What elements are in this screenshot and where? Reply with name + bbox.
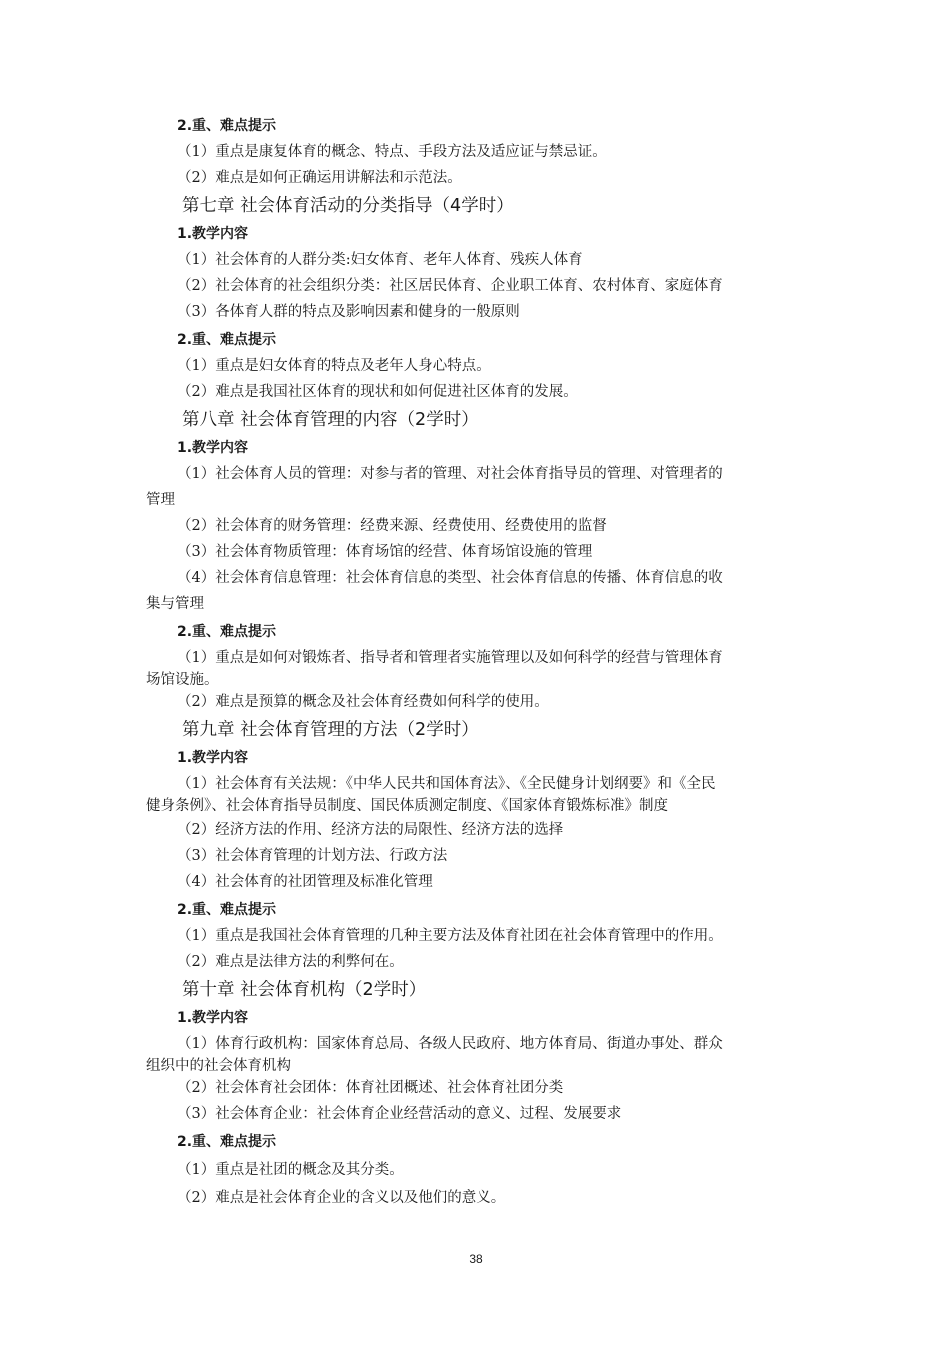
list-item: （4）社会体育信息管理：社会体育信息的类型、社会体育信息的传播、体育信息的收 <box>177 570 723 586</box>
page-number: 38 <box>469 1252 483 1266</box>
list-item: （2）难点是社会体育企业的含义以及他们的意义。 <box>177 1190 506 1206</box>
list-item-continuation: 场馆设施。 <box>146 672 219 688</box>
list-item: （1）重点是如何对锻炼者、指导者和管理者实施管理以及如何科学的经营与管理体育 <box>177 650 723 666</box>
section-heading: 2.重、难点提示 <box>177 332 277 348</box>
list-item: （3）社会体育管理的计划方法、行政方法 <box>177 848 448 864</box>
list-item: （2）社会体育社会团体：体育社团概述、社会体育社团分类 <box>177 1080 564 1096</box>
list-item: （1）重点是康复体育的概念、特点、手段方法及适应证与禁忌证。 <box>177 144 607 160</box>
list-item: （3）社会体育企业：社会体育企业经营活动的意义、过程、发展要求 <box>177 1106 622 1122</box>
chapter-heading: 第十章 社会体育机构（2学时） <box>182 980 427 1000</box>
list-item: （2）难点是我国社区体育的现状和如何促进社区体育的发展。 <box>177 384 578 400</box>
list-item: （1）重点是妇女体育的特点及老年人身心特点。 <box>177 358 491 374</box>
list-item: （1）社会体育有关法规：《中华人民共和国体育法》、《全民健身计划纲要》和《全民 <box>177 776 716 792</box>
list-item-continuation: 组织中的社会体育机构 <box>146 1058 291 1074</box>
list-item-continuation: 集与管理 <box>146 596 204 612</box>
section-heading: 1.教学内容 <box>177 1010 249 1026</box>
list-item: （4）社会体育的社团管理及标准化管理 <box>177 874 433 890</box>
chapter-heading: 第七章 社会体育活动的分类指导（4学时） <box>182 196 514 216</box>
section-heading: 2.重、难点提示 <box>177 624 277 640</box>
list-item-continuation: 管理 <box>146 492 175 508</box>
list-item: （3）各体育人群的特点及影响因素和健身的一般原则 <box>177 304 520 320</box>
list-item: （1）重点是我国社会体育管理的几种主要方法及体育社团在社会体育管理中的作用。 <box>177 928 723 944</box>
list-item: （2）社会体育的社会组织分类：社区居民体育、企业职工体育、农村体育、家庭体育 <box>177 278 723 294</box>
section-heading: 1.教学内容 <box>177 750 249 766</box>
list-item: （2）难点是如何正确运用讲解法和示范法。 <box>177 170 462 186</box>
section-heading: 2.重、难点提示 <box>177 1134 277 1150</box>
list-item: （1）重点是社团的概念及其分类。 <box>177 1162 404 1178</box>
section-heading: 2.重、难点提示 <box>177 118 277 134</box>
list-item: （2）难点是法律方法的利弊何在。 <box>177 954 404 970</box>
list-item: （1）体育行政机构：国家体育总局、各级人民政府、地方体育局、街道办事处、群众 <box>177 1036 723 1052</box>
list-item-continuation: 健身条例》、社会体育指导员制度、国民体质测定制度、《国家体育锻炼标准》制度 <box>146 798 668 814</box>
section-heading: 2.重、难点提示 <box>177 902 277 918</box>
section-heading: 1.教学内容 <box>177 226 249 242</box>
list-item: （3）社会体育物质管理：体育场馆的经营、体育场馆设施的管理 <box>177 544 593 560</box>
chapter-heading: 第九章 社会体育管理的方法（2学时） <box>182 720 479 740</box>
list-item: （1）社会体育的人群分类:妇女体育、老年人体育、残疾人体育 <box>177 252 583 268</box>
chapter-heading: 第八章 社会体育管理的内容（2学时） <box>182 410 479 430</box>
list-item: （1）社会体育人员的管理：对参与者的管理、对社会体育指导员的管理、对管理者的 <box>177 466 723 482</box>
list-item: （2）社会体育的财务管理：经费来源、经费使用、经费使用的监督 <box>177 518 607 534</box>
list-item: （2）难点是预算的概念及社会体育经费如何科学的使用。 <box>177 694 549 710</box>
list-item: （2）经济方法的作用、经济方法的局限性、经济方法的选择 <box>177 822 564 838</box>
section-heading: 1.教学内容 <box>177 440 249 456</box>
